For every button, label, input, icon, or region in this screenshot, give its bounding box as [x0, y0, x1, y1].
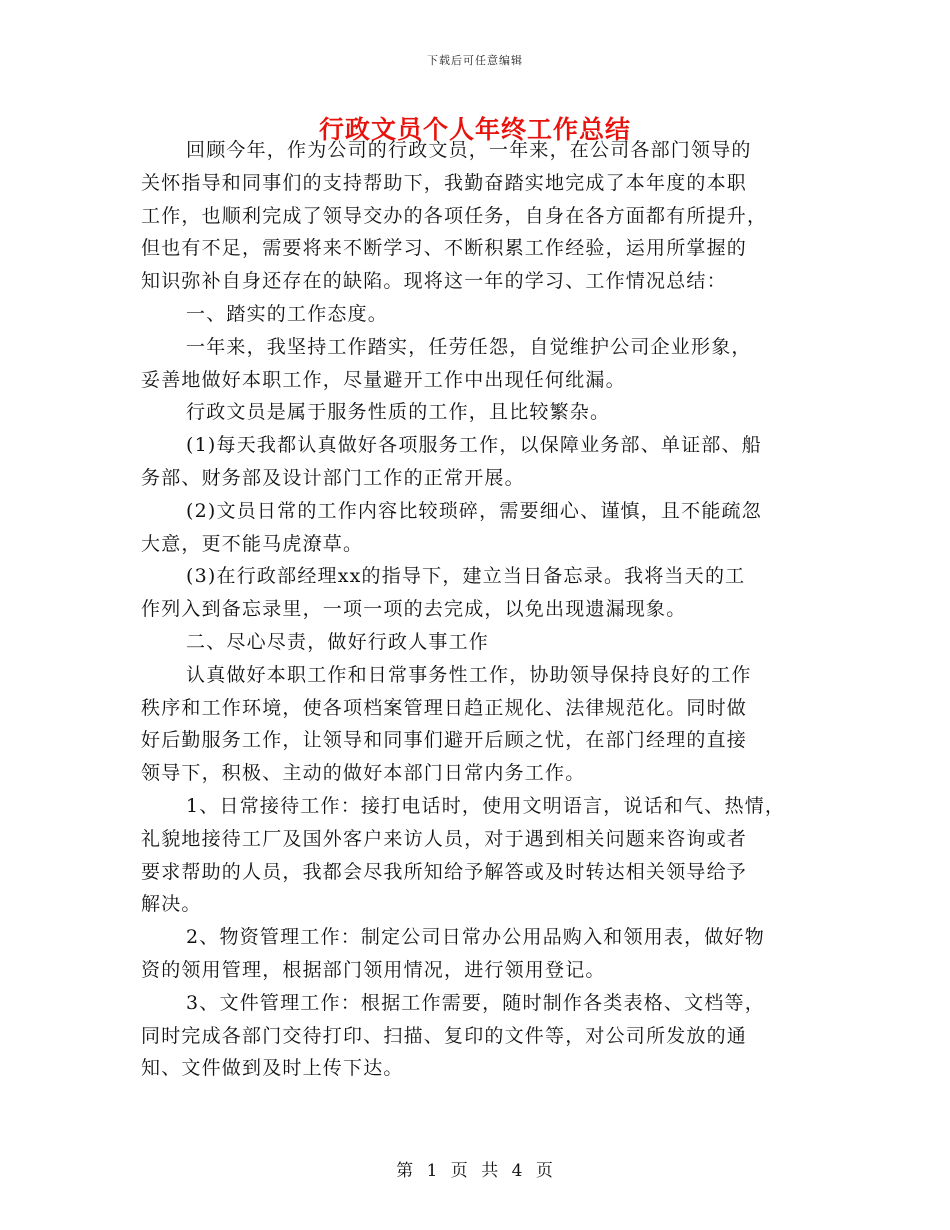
paragraph-line: 回顾今年，作为公司的行政文员，一年来，在公司各部门领导的: [186, 139, 752, 161]
list-item-line: 务部、财务部及设计部门工作的正常开展。: [141, 466, 525, 489]
document-title: 行政文员个人年终工作总结: [318, 115, 631, 144]
list-item-line: (2)文员日常的工作内容比较琐碎，需要细心、谨慎，且不能疏忽: [186, 499, 762, 522]
list-item-line: 作列入到备忘录里，一项一项的去完成，以免出现遗漏现象。: [141, 598, 687, 621]
list-item-line: 同时完成各部门交待打印、扫描、复印的文件等，对公司所发放的通: [141, 1024, 748, 1047]
list-item-line: (1)每天我都认真做好各项服务工作，以保障业务部、单证部、船: [186, 434, 762, 457]
document-body: [141, 134, 841, 1085]
section-heading: 二、尽心尽责，做好行政人事工作: [186, 630, 490, 653]
paragraph-line: 好后勤服务工作，让领导和同事们避开后顾之忧，在部门经理的直接: [141, 729, 748, 752]
paragraph-line: 领导下，积极、主动的做好本部门日常内务工作。: [141, 762, 586, 785]
list-item-line: 资的领用管理，根据部门领用情况，进行领用登记。: [141, 958, 606, 981]
list-item-line: 要求帮助的人员，我都会尽我所知给予解答或及时转达相关领导给予: [141, 860, 748, 883]
paragraph-line: 知识弥补自身还存在的缺陷。现将这一年的学习、工作情况总结：: [141, 270, 727, 293]
paragraph-line: 一年来，我坚持工作踏实，任劳任怨，自觉维护公司企业形象，: [186, 335, 752, 358]
paragraph-line: 认真做好本职工作和日常事务性工作，协助领导保持良好的工作: [186, 663, 752, 686]
paragraph-line: 行政文员是属于服务性质的工作，且比较繁杂。: [186, 401, 611, 424]
list-item-line: 解决。: [141, 893, 202, 916]
section-heading: 一、踏实的工作态度。: [186, 302, 389, 325]
header-note: 下载后可任意编辑: [427, 54, 523, 67]
page-number-footer: 第 1 页 共 4 页: [396, 1161, 554, 1181]
list-item-line: 2、物资管理工作：制定公司日常办公用品购入和领用表，做好物: [186, 926, 765, 949]
list-item-line: 知、文件做到及时上传下达。: [141, 1057, 404, 1080]
paragraph-line: 工作，也顺利完成了领导交办的各项任务，自身在各方面都有所提升，: [141, 204, 768, 227]
list-item-line: 1、日常接待工作：接打电话时，使用文明语言，说话和气、热情，: [186, 794, 786, 817]
paragraph-line: 秩序和工作环境，使各项档案管理日趋正规化、法律规范化。同时做: [141, 696, 748, 719]
list-item-line: (3)在行政部经理xx的指导下，建立当日备忘录。我将当天的工: [186, 565, 746, 588]
list-item-line: 3、文件管理工作：根据工作需要，随时制作各类表格、文档等，: [186, 991, 765, 1014]
paragraph-line: 但也有不足，需要将来不断学习、不断积累工作经验，运用所掌握的: [141, 237, 748, 260]
paragraph-line: 关怀指导和同事们的支持帮助下，我勤奋踏实地完成了本年度的本职: [141, 171, 748, 194]
list-item-line: 大意，更不能马虎潦草。: [141, 532, 364, 555]
paragraph-line: 妥善地做好本职工作，尽量避开工作中出现任何纰漏。: [141, 368, 626, 391]
list-item-line: 礼貌地接待工厂及国外客户来访人员，对于遇到相关问题来咨询或者: [141, 827, 748, 850]
